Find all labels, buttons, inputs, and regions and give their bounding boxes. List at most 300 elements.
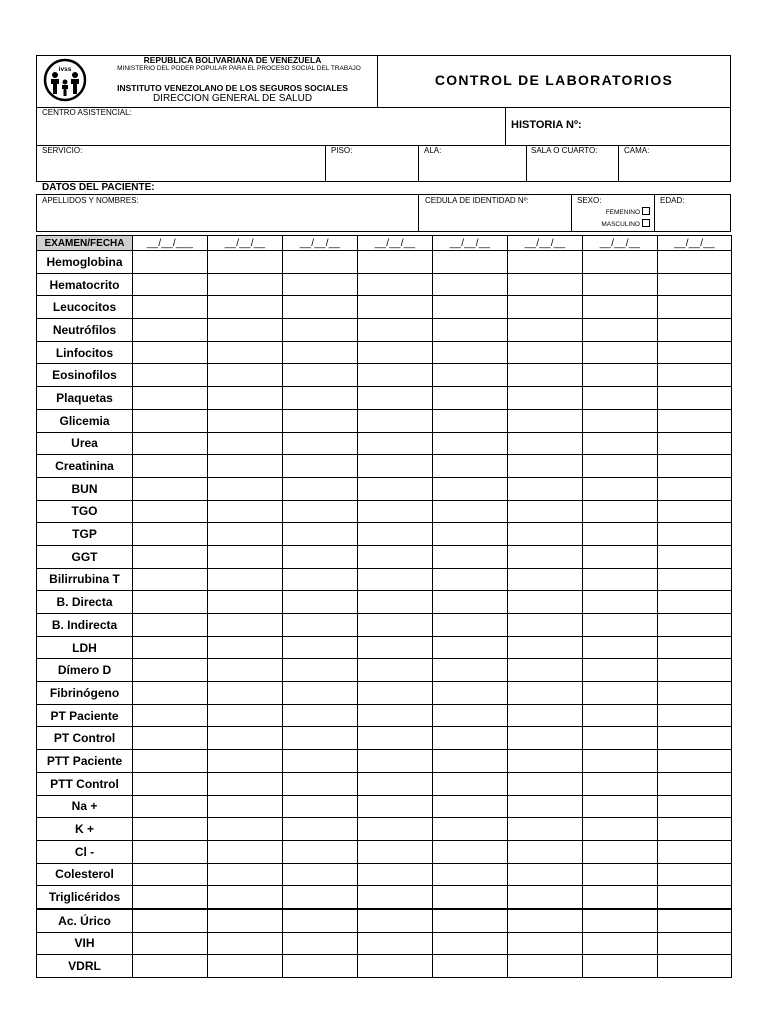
result-cell[interactable] xyxy=(358,591,433,614)
result-cell[interactable] xyxy=(658,727,732,750)
result-cell[interactable] xyxy=(358,364,433,387)
result-cell[interactable] xyxy=(283,251,358,274)
result-cell[interactable] xyxy=(433,818,508,841)
datos-paciente-heading: DATOS DEL PACIENTE: xyxy=(42,182,155,193)
result-cell[interactable] xyxy=(358,251,433,274)
result-cell[interactable] xyxy=(658,909,732,932)
result-cell[interactable] xyxy=(358,795,433,818)
result-cell[interactable] xyxy=(508,840,583,863)
result-cell[interactable] xyxy=(358,432,433,455)
result-cell[interactable] xyxy=(658,296,732,319)
result-cell[interactable] xyxy=(508,432,583,455)
result-cell[interactable] xyxy=(508,795,583,818)
result-cell[interactable] xyxy=(358,750,433,773)
result-cell[interactable] xyxy=(283,659,358,682)
result-cell[interactable] xyxy=(283,818,358,841)
result-cell[interactable] xyxy=(508,568,583,591)
result-cell[interactable] xyxy=(358,863,433,886)
result-cell[interactable] xyxy=(658,341,732,364)
result-cell[interactable] xyxy=(133,863,208,886)
result-cell[interactable] xyxy=(433,727,508,750)
result-cell[interactable] xyxy=(583,659,658,682)
centro-asistencial-label: CENTRO ASISTENCIAL: xyxy=(42,108,132,117)
exam-name: Glicemia xyxy=(37,409,133,432)
result-cell[interactable] xyxy=(208,932,283,955)
result-cell[interactable] xyxy=(358,955,433,978)
result-cell[interactable] xyxy=(133,886,208,909)
result-cell[interactable] xyxy=(433,523,508,546)
result-cell[interactable] xyxy=(658,455,732,478)
result-cell[interactable] xyxy=(658,818,732,841)
result-cell[interactable] xyxy=(433,432,508,455)
table-row xyxy=(37,296,732,319)
result-cell[interactable] xyxy=(508,636,583,659)
result-cell[interactable] xyxy=(433,909,508,932)
result-cell[interactable] xyxy=(508,591,583,614)
table-row xyxy=(37,636,732,659)
result-cell[interactable] xyxy=(583,319,658,342)
result-cell[interactable] xyxy=(658,704,732,727)
result-cell[interactable] xyxy=(208,863,283,886)
result-cell[interactable] xyxy=(358,500,433,523)
result-cell[interactable] xyxy=(583,455,658,478)
date-header-4[interactable]: __/__/__ xyxy=(358,236,433,251)
frame-right-2 xyxy=(730,145,731,182)
result-cell[interactable] xyxy=(358,568,433,591)
result-cell[interactable] xyxy=(583,523,658,546)
exam-name: TGP xyxy=(37,523,133,546)
result-cell[interactable] xyxy=(283,500,358,523)
result-cell[interactable] xyxy=(208,636,283,659)
result-cell[interactable] xyxy=(208,682,283,705)
result-cell[interactable] xyxy=(283,387,358,410)
result-cell[interactable] xyxy=(658,568,732,591)
result-cell[interactable] xyxy=(508,682,583,705)
result-cell[interactable] xyxy=(283,296,358,319)
exam-date-header: EXAMEN/FECHA xyxy=(37,236,133,251)
result-cell[interactable] xyxy=(133,659,208,682)
result-cell[interactable] xyxy=(283,341,358,364)
result-cell[interactable] xyxy=(133,409,208,432)
result-cell[interactable] xyxy=(433,319,508,342)
result-cell[interactable] xyxy=(208,591,283,614)
result-cell[interactable] xyxy=(508,500,583,523)
date-header-8[interactable]: __/__/__ xyxy=(658,236,732,251)
result-cell[interactable] xyxy=(358,273,433,296)
result-cell[interactable] xyxy=(583,500,658,523)
result-cell[interactable] xyxy=(208,500,283,523)
result-cell[interactable] xyxy=(658,772,732,795)
result-cell[interactable] xyxy=(583,296,658,319)
result-cell[interactable] xyxy=(433,886,508,909)
masculino-option[interactable] xyxy=(580,219,650,228)
result-cell[interactable] xyxy=(133,477,208,500)
result-cell[interactable] xyxy=(508,455,583,478)
result-cell[interactable] xyxy=(133,387,208,410)
result-cell[interactable] xyxy=(658,636,732,659)
result-cell[interactable] xyxy=(133,341,208,364)
exam-name: Colesterol xyxy=(37,863,133,886)
result-cell[interactable] xyxy=(508,818,583,841)
result-cell[interactable] xyxy=(283,319,358,342)
result-cell[interactable] xyxy=(508,545,583,568)
result-cell[interactable] xyxy=(208,704,283,727)
result-cell[interactable] xyxy=(133,273,208,296)
result-cell[interactable] xyxy=(358,614,433,637)
result-cell[interactable] xyxy=(658,409,732,432)
exam-name: PT Paciente xyxy=(37,704,133,727)
result-cell[interactable] xyxy=(358,523,433,546)
result-cell[interactable] xyxy=(658,319,732,342)
result-cell[interactable] xyxy=(208,409,283,432)
result-cell[interactable] xyxy=(133,955,208,978)
result-cell[interactable] xyxy=(283,273,358,296)
table-row xyxy=(37,477,732,500)
result-cell[interactable] xyxy=(358,387,433,410)
result-cell[interactable] xyxy=(283,477,358,500)
result-cell[interactable] xyxy=(508,772,583,795)
result-cell[interactable] xyxy=(583,545,658,568)
result-cell[interactable] xyxy=(208,387,283,410)
result-cell[interactable] xyxy=(283,591,358,614)
result-cell[interactable] xyxy=(583,341,658,364)
result-cell[interactable] xyxy=(433,364,508,387)
result-cell[interactable] xyxy=(508,750,583,773)
result-cell[interactable] xyxy=(583,704,658,727)
result-cell[interactable] xyxy=(508,296,583,319)
result-cell[interactable] xyxy=(508,319,583,342)
result-cell[interactable] xyxy=(658,591,732,614)
result-cell[interactable] xyxy=(208,432,283,455)
result-cell[interactable] xyxy=(508,955,583,978)
result-cell[interactable] xyxy=(133,682,208,705)
result-cell[interactable] xyxy=(283,955,358,978)
result-cell[interactable] xyxy=(658,886,732,909)
result-cell[interactable] xyxy=(583,909,658,932)
table-row xyxy=(37,545,732,568)
result-cell[interactable] xyxy=(433,568,508,591)
result-cell[interactable] xyxy=(583,273,658,296)
result-cell[interactable] xyxy=(583,750,658,773)
result-cell[interactable] xyxy=(283,840,358,863)
result-cell[interactable] xyxy=(658,795,732,818)
result-cell[interactable] xyxy=(283,795,358,818)
result-cell[interactable] xyxy=(208,818,283,841)
result-cell[interactable] xyxy=(433,795,508,818)
result-cell[interactable] xyxy=(508,614,583,637)
result-cell[interactable] xyxy=(508,727,583,750)
table-row xyxy=(37,341,732,364)
result-cell[interactable] xyxy=(658,955,732,978)
result-cell[interactable] xyxy=(433,341,508,364)
result-cell[interactable] xyxy=(283,568,358,591)
result-cell[interactable] xyxy=(508,364,583,387)
date-header-2[interactable]: __/__/__ xyxy=(208,236,283,251)
result-cell[interactable] xyxy=(508,704,583,727)
result-cell[interactable] xyxy=(433,955,508,978)
table-row xyxy=(37,863,732,886)
result-cell[interactable] xyxy=(508,341,583,364)
result-cell[interactable] xyxy=(133,455,208,478)
result-cell[interactable] xyxy=(358,909,433,932)
result-cell[interactable] xyxy=(358,296,433,319)
result-cell[interactable] xyxy=(208,750,283,773)
date-header-7[interactable]: __/__/__ xyxy=(583,236,658,251)
result-cell[interactable] xyxy=(583,682,658,705)
result-cell[interactable] xyxy=(658,387,732,410)
result-cell[interactable] xyxy=(583,818,658,841)
result-cell[interactable] xyxy=(658,659,732,682)
result-cell[interactable] xyxy=(283,750,358,773)
result-cell[interactable] xyxy=(433,840,508,863)
result-cell[interactable] xyxy=(508,251,583,274)
result-cell[interactable] xyxy=(208,659,283,682)
result-cell[interactable] xyxy=(133,523,208,546)
femenino-option[interactable] xyxy=(588,207,650,216)
frame-left-3 xyxy=(36,194,37,232)
result-cell[interactable] xyxy=(133,364,208,387)
result-cell[interactable] xyxy=(508,523,583,546)
result-cell[interactable] xyxy=(283,455,358,478)
result-cell[interactable] xyxy=(433,387,508,410)
result-cell[interactable] xyxy=(658,614,732,637)
result-cell[interactable] xyxy=(133,795,208,818)
result-cell[interactable] xyxy=(133,614,208,637)
result-cell[interactable] xyxy=(583,840,658,863)
result-cell[interactable] xyxy=(208,296,283,319)
result-cell[interactable] xyxy=(133,251,208,274)
result-cell[interactable] xyxy=(358,659,433,682)
date-header-1[interactable]: __/__/___ xyxy=(133,236,208,251)
table-row xyxy=(37,909,732,932)
result-cell[interactable] xyxy=(133,636,208,659)
result-cell[interactable] xyxy=(583,886,658,909)
result-cell[interactable] xyxy=(133,932,208,955)
result-cell[interactable] xyxy=(358,772,433,795)
result-cell[interactable] xyxy=(433,636,508,659)
result-cell[interactable] xyxy=(133,545,208,568)
result-cell[interactable] xyxy=(208,614,283,637)
result-cell[interactable] xyxy=(433,251,508,274)
result-cell[interactable] xyxy=(283,636,358,659)
masculino-checkbox[interactable] xyxy=(642,219,650,227)
result-cell[interactable] xyxy=(283,545,358,568)
result-cell[interactable] xyxy=(283,772,358,795)
result-cell[interactable] xyxy=(433,772,508,795)
date-header-5[interactable]: __/__/__ xyxy=(433,236,508,251)
result-cell[interactable] xyxy=(208,840,283,863)
result-cell[interactable] xyxy=(583,795,658,818)
result-cell[interactable] xyxy=(433,591,508,614)
result-cell[interactable] xyxy=(358,319,433,342)
result-cell[interactable] xyxy=(208,772,283,795)
table-row xyxy=(37,251,732,274)
result-cell[interactable] xyxy=(433,545,508,568)
result-cell[interactable] xyxy=(358,886,433,909)
result-cell[interactable] xyxy=(658,840,732,863)
result-cell[interactable] xyxy=(133,704,208,727)
result-cell[interactable] xyxy=(583,863,658,886)
result-cell[interactable] xyxy=(283,523,358,546)
result-cell[interactable] xyxy=(133,818,208,841)
result-cell[interactable] xyxy=(508,886,583,909)
result-cell[interactable] xyxy=(208,477,283,500)
ivss-logo xyxy=(42,58,88,102)
result-cell[interactable] xyxy=(358,727,433,750)
result-cell[interactable] xyxy=(283,863,358,886)
result-cell[interactable] xyxy=(208,795,283,818)
result-cell[interactable] xyxy=(208,727,283,750)
result-cell[interactable] xyxy=(283,704,358,727)
femenino-checkbox[interactable] xyxy=(642,207,650,215)
result-cell[interactable] xyxy=(658,364,732,387)
cama-divider xyxy=(618,145,619,182)
result-cell[interactable] xyxy=(358,455,433,478)
result-cell[interactable] xyxy=(433,863,508,886)
result-cell[interactable] xyxy=(358,636,433,659)
result-cell[interactable] xyxy=(358,704,433,727)
result-cell[interactable] xyxy=(283,432,358,455)
result-cell[interactable] xyxy=(358,818,433,841)
result-cell[interactable] xyxy=(133,727,208,750)
table-row xyxy=(37,364,732,387)
result-cell[interactable] xyxy=(283,409,358,432)
result-cell[interactable] xyxy=(583,772,658,795)
result-cell[interactable] xyxy=(283,932,358,955)
result-cell[interactable] xyxy=(208,273,283,296)
result-cell[interactable] xyxy=(208,568,283,591)
table-row xyxy=(37,387,732,410)
result-cell[interactable] xyxy=(658,477,732,500)
exam-name: PTT Control xyxy=(37,772,133,795)
result-cell[interactable] xyxy=(133,568,208,591)
result-cell[interactable] xyxy=(433,659,508,682)
result-cell[interactable] xyxy=(358,932,433,955)
result-cell[interactable] xyxy=(508,409,583,432)
result-cell[interactable] xyxy=(433,750,508,773)
result-cell[interactable] xyxy=(658,863,732,886)
result-cell[interactable] xyxy=(208,364,283,387)
result-cell[interactable] xyxy=(133,591,208,614)
result-cell[interactable] xyxy=(433,296,508,319)
result-cell[interactable] xyxy=(358,477,433,500)
frame-right-1 xyxy=(730,107,731,146)
result-cell[interactable] xyxy=(133,500,208,523)
result-cell[interactable] xyxy=(283,682,358,705)
result-cell[interactable] xyxy=(283,727,358,750)
result-cell[interactable] xyxy=(358,409,433,432)
result-cell[interactable] xyxy=(208,319,283,342)
result-cell[interactable] xyxy=(433,477,508,500)
result-cell[interactable] xyxy=(283,909,358,932)
sexo-label: SEXO: xyxy=(577,196,602,205)
result-cell[interactable] xyxy=(583,614,658,637)
date-header-3[interactable]: __/__/__ xyxy=(283,236,358,251)
result-cell[interactable] xyxy=(583,727,658,750)
result-cell[interactable] xyxy=(658,500,732,523)
result-cell[interactable] xyxy=(133,772,208,795)
result-cell[interactable] xyxy=(658,273,732,296)
result-cell[interactable] xyxy=(358,682,433,705)
result-cell[interactable] xyxy=(133,296,208,319)
table-row xyxy=(37,932,732,955)
result-cell[interactable] xyxy=(508,659,583,682)
result-cell[interactable] xyxy=(433,455,508,478)
result-cell[interactable] xyxy=(133,319,208,342)
result-cell[interactable] xyxy=(208,545,283,568)
result-cell[interactable] xyxy=(583,591,658,614)
result-cell[interactable] xyxy=(508,387,583,410)
result-cell[interactable] xyxy=(583,955,658,978)
result-cell[interactable] xyxy=(658,682,732,705)
result-cell[interactable] xyxy=(208,455,283,478)
result-cell[interactable] xyxy=(583,432,658,455)
result-cell[interactable] xyxy=(433,500,508,523)
result-cell[interactable] xyxy=(433,682,508,705)
result-cell[interactable] xyxy=(133,909,208,932)
exam-name: Hematocrito xyxy=(37,273,133,296)
result-cell[interactable] xyxy=(208,251,283,274)
result-cell[interactable] xyxy=(658,545,732,568)
result-cell[interactable] xyxy=(208,341,283,364)
result-cell[interactable] xyxy=(433,704,508,727)
result-cell[interactable] xyxy=(358,341,433,364)
result-cell[interactable] xyxy=(508,909,583,932)
result-cell[interactable] xyxy=(433,614,508,637)
result-cell[interactable] xyxy=(658,251,732,274)
result-cell[interactable] xyxy=(283,364,358,387)
result-cell[interactable] xyxy=(208,886,283,909)
result-cell[interactable] xyxy=(133,840,208,863)
result-cell[interactable] xyxy=(433,932,508,955)
result-cell[interactable] xyxy=(508,932,583,955)
result-cell[interactable] xyxy=(583,387,658,410)
result-cell[interactable] xyxy=(433,409,508,432)
result-cell[interactable] xyxy=(658,523,732,546)
result-cell[interactable] xyxy=(583,477,658,500)
result-cell[interactable] xyxy=(583,636,658,659)
result-cell[interactable] xyxy=(283,886,358,909)
result-cell[interactable] xyxy=(358,840,433,863)
result-cell[interactable] xyxy=(433,273,508,296)
cedula-divider xyxy=(418,194,419,232)
result-cell[interactable] xyxy=(583,932,658,955)
result-cell[interactable] xyxy=(583,251,658,274)
table-row xyxy=(37,955,732,978)
result-cell[interactable] xyxy=(508,273,583,296)
result-cell[interactable] xyxy=(208,955,283,978)
table-header-row xyxy=(37,236,732,251)
piso-divider xyxy=(325,145,326,182)
result-cell[interactable] xyxy=(508,477,583,500)
result-cell[interactable] xyxy=(208,523,283,546)
result-cell[interactable] xyxy=(133,432,208,455)
result-cell[interactable] xyxy=(358,545,433,568)
result-cell[interactable] xyxy=(658,432,732,455)
exam-name: GGT xyxy=(37,545,133,568)
table-row xyxy=(37,455,732,478)
result-cell[interactable] xyxy=(583,568,658,591)
result-cell[interactable] xyxy=(133,750,208,773)
result-cell[interactable] xyxy=(508,863,583,886)
result-cell[interactable] xyxy=(208,909,283,932)
result-cell[interactable] xyxy=(658,932,732,955)
result-cell[interactable] xyxy=(658,750,732,773)
date-header-6[interactable]: __/__/__ xyxy=(508,236,583,251)
result-cell[interactable] xyxy=(283,614,358,637)
result-cell[interactable] xyxy=(583,364,658,387)
result-cell[interactable] xyxy=(583,409,658,432)
